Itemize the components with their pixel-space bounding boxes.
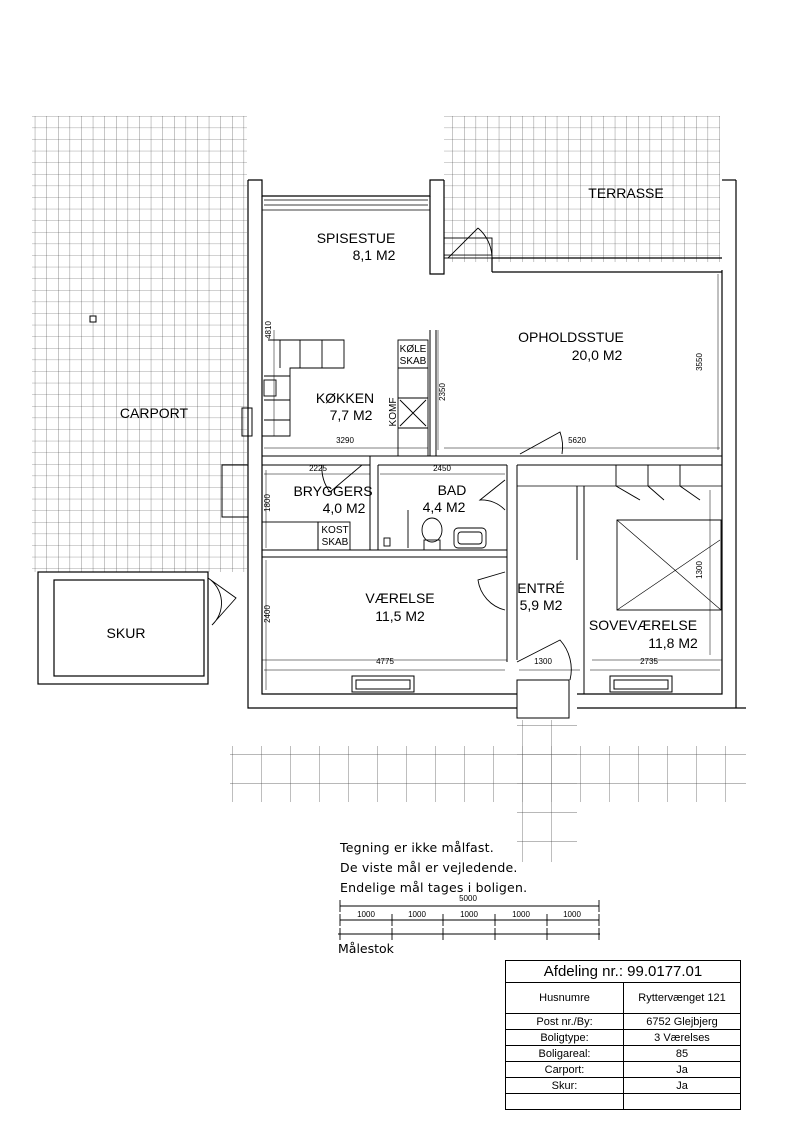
window-dining	[264, 200, 428, 205]
label-kost: KOST	[321, 525, 349, 536]
room-name-entre: ENTRÉ	[517, 580, 565, 596]
room-area-bryggers: 4,0 M2	[322, 500, 366, 516]
scale-total: 5000	[459, 894, 477, 903]
scale-seg-4: 1000	[512, 910, 530, 919]
info-row	[506, 983, 741, 1014]
dim-4810: 4810	[264, 321, 273, 339]
info-header-row	[506, 961, 741, 983]
info-label	[506, 1094, 624, 1110]
info-value: 85	[624, 1046, 741, 1062]
info-row	[506, 1094, 741, 1110]
info-row	[506, 1046, 741, 1062]
label-komf: KOMF	[388, 397, 399, 427]
carport-paving	[32, 116, 247, 572]
room-name-carport: CARPORT	[119, 405, 189, 421]
info-label: Boligareal:	[506, 1046, 624, 1062]
info-label: Carport:	[506, 1062, 624, 1078]
room-name-bryggers: BRYGGERS	[293, 483, 373, 499]
dim-1800: 1800	[263, 494, 272, 512]
room-name-spisestue: SPISESTUE	[316, 230, 396, 246]
room-area-entre: 5,9 M2	[519, 597, 563, 613]
room-area-sovevaerelse: 11,8 M2	[648, 635, 698, 651]
room-name-sovevaerelse: SOVEVÆRELSE	[588, 617, 698, 633]
dim-1300-bedroom: 1300	[695, 561, 704, 579]
window-front	[352, 676, 672, 692]
room-name-opholdsstue: OPHOLDSSTUE	[518, 329, 624, 345]
info-row	[506, 1030, 741, 1046]
dim-2400: 2400	[263, 605, 272, 623]
info-value	[624, 1094, 741, 1110]
note-line-2: De viste mål er vejledende.	[340, 860, 518, 875]
note-line-3: Endelige mål tages i boligen.	[340, 880, 528, 895]
info-header-label: Afdeling nr.:	[543, 963, 623, 980]
info-value: Ja	[624, 1078, 741, 1094]
scale-seg-1: 1000	[357, 910, 375, 919]
info-value: 3 Værelses	[624, 1030, 741, 1046]
dim-2350: 2350	[438, 383, 447, 401]
info-label: Post nr./By:	[506, 1014, 624, 1030]
info-value: Ja	[624, 1062, 741, 1078]
scale-bar	[338, 900, 600, 940]
carport-post	[90, 316, 96, 322]
terrace-paving	[444, 116, 720, 262]
bedroom-furniture	[616, 465, 721, 610]
dim-3290: 3290	[336, 436, 354, 445]
dim-5620: 5620	[568, 436, 586, 445]
info-row	[506, 1078, 741, 1094]
label-skab: SKAB	[399, 356, 427, 367]
entrance-step	[517, 680, 569, 718]
disclaimer-notes	[340, 838, 527, 898]
dim-3550: 3550	[695, 353, 704, 371]
dim-2225: 2225	[309, 464, 327, 473]
dim-4775: 4775	[376, 657, 394, 666]
label-kost-skab: SKAB	[321, 537, 349, 548]
room-name-kokken: KØKKEN	[315, 390, 375, 406]
info-row	[506, 1014, 741, 1030]
room-name-bad: BAD	[437, 482, 467, 498]
info-row	[506, 1062, 741, 1078]
dim-1300-entry: 1300	[534, 657, 552, 666]
info-label: Boligtype:	[506, 1030, 624, 1046]
room-area-bad: 4,4 M2	[422, 499, 466, 515]
room-area-vaerelse: 11,5 M2	[375, 608, 425, 624]
room-area-spisestue: 8,1 M2	[352, 247, 396, 263]
info-table	[505, 960, 741, 1110]
info-header	[506, 961, 741, 983]
info-value: Ryttervænget 121	[624, 983, 741, 1014]
room-area-opholdsstue: 20,0 M2	[571, 347, 623, 363]
scale-seg-2: 1000	[408, 910, 426, 919]
front-paving	[230, 746, 746, 802]
info-header-value: 99.0177.01	[627, 963, 703, 980]
dim-2735: 2735	[640, 657, 658, 666]
scale-seg-3: 1000	[460, 910, 478, 919]
room-name-skur: SKUR	[106, 625, 146, 641]
room-name-terrasse: TERRASSE	[588, 185, 664, 201]
info-value: 6752 Glejbjerg	[624, 1014, 741, 1030]
scale-seg-5: 1000	[563, 910, 581, 919]
room-area-kokken: 7,7 M2	[329, 407, 373, 423]
info-label: Husnumre	[506, 983, 624, 1014]
scale-label: Målestok	[338, 941, 394, 956]
label-kole: KØLE	[399, 344, 427, 355]
info-label: Skur:	[506, 1078, 624, 1094]
note-line-1: Tegning er ikke målfast.	[340, 840, 494, 855]
bathroom-fixtures	[384, 510, 486, 550]
dim-2450: 2450	[433, 464, 451, 473]
room-name-vaerelse: VÆRELSE	[365, 590, 435, 606]
